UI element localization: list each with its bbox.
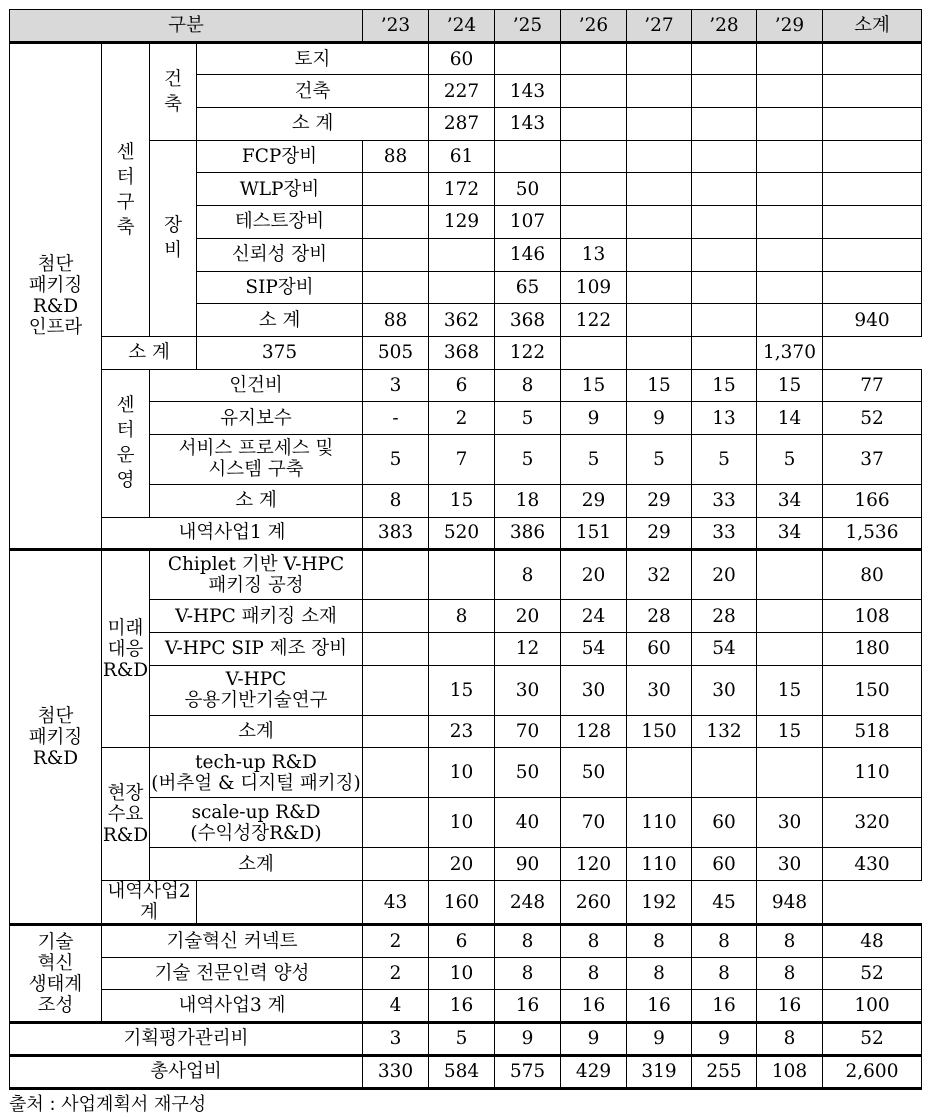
header-subtotal: 소계 [823, 10, 922, 43]
header-year: ’29 [757, 10, 823, 43]
value-cell: 5 [627, 434, 692, 484]
value-cell: 287 [429, 108, 495, 141]
subtotal-cell: 52 [823, 1023, 922, 1056]
value-cell: 10 [429, 798, 495, 848]
value-cell [692, 748, 757, 798]
row-label: SIP장비 [197, 271, 363, 304]
value-cell [692, 336, 757, 369]
value-cell: 34 [757, 484, 823, 517]
value-cell: 50 [495, 748, 561, 798]
value-cell [363, 600, 429, 633]
value-cell: 16 [627, 990, 692, 1023]
value-cell [363, 633, 429, 666]
value-cell: 33 [692, 484, 757, 517]
row-label: 기술혁신 커넥트 [102, 925, 363, 958]
value-cell [561, 173, 627, 206]
value-cell: 192 [627, 881, 692, 925]
value-cell: 122 [495, 336, 561, 369]
value-cell: 20 [692, 550, 757, 600]
value-cell [429, 271, 495, 304]
value-cell: 8 [495, 957, 561, 990]
value-cell: 30 [627, 665, 692, 715]
value-cell: 8 [429, 600, 495, 633]
value-cell [197, 881, 363, 925]
row-label: Chiplet 기반 V-HPC 패키징 공정 [150, 550, 363, 600]
group-label-center-build: 센 터 구 축 [102, 42, 150, 336]
value-cell: 60 [692, 848, 757, 881]
header-year: ’24 [429, 10, 495, 43]
value-cell: 88 [363, 140, 429, 173]
row-label: 건축 [197, 75, 429, 108]
value-cell [495, 140, 561, 173]
value-cell [363, 798, 429, 848]
value-cell: 45 [692, 881, 757, 925]
section-label-infra: 첨단 패키징 R&D 인프라 [10, 42, 102, 550]
value-cell: 60 [429, 42, 495, 75]
value-cell [495, 42, 561, 75]
value-cell: 8 [495, 550, 561, 600]
value-cell [692, 140, 757, 173]
value-cell: 54 [561, 633, 627, 666]
subtotal-cell: 166 [823, 484, 922, 517]
subtotal-cell: 150 [823, 665, 922, 715]
value-cell [561, 206, 627, 239]
value-cell: 5 [495, 434, 561, 484]
value-cell [363, 550, 429, 600]
value-cell: 29 [627, 517, 692, 550]
subtotal-cell: 52 [823, 402, 922, 435]
value-cell: 61 [429, 140, 495, 173]
row-label: 소계 [150, 848, 363, 881]
value-cell: 4 [363, 990, 429, 1023]
subtotal-cell: 1,370 [757, 336, 823, 369]
value-cell: 520 [429, 517, 495, 550]
subtotal-cell: 180 [823, 633, 922, 666]
value-cell [363, 173, 429, 206]
row-label: V-HPC SIP 제조 장비 [150, 633, 363, 666]
value-cell: 33 [692, 517, 757, 550]
value-cell [757, 75, 823, 108]
value-cell: 9 [627, 1023, 692, 1056]
subtotal-cell [823, 140, 922, 173]
row-label: scale-up R&D (수익성장R&D) [150, 798, 363, 848]
value-cell [561, 42, 627, 75]
subtotal-cell [823, 173, 922, 206]
value-cell [627, 140, 692, 173]
value-cell [429, 633, 495, 666]
value-cell: 584 [429, 1055, 495, 1088]
value-cell: - [363, 402, 429, 435]
value-cell: 151 [561, 517, 627, 550]
value-cell: 110 [627, 798, 692, 848]
value-cell: 32 [627, 550, 692, 600]
value-cell: 120 [561, 848, 627, 881]
value-cell [823, 75, 922, 108]
group-label-future: 미래 대응 R&D [102, 550, 150, 748]
value-cell: 386 [495, 517, 561, 550]
value-cell: 5 [495, 402, 561, 435]
value-cell [561, 140, 627, 173]
value-cell: 9 [692, 1023, 757, 1056]
value-cell: 15 [757, 715, 823, 748]
value-cell: 8 [757, 957, 823, 990]
value-cell [627, 336, 692, 369]
value-cell: 30 [757, 798, 823, 848]
row-label: V-HPC 패키징 소재 [150, 600, 363, 633]
value-cell: 8 [627, 925, 692, 958]
row-label: 내역사업1 계 [102, 517, 363, 550]
subtotal-cell: 2,600 [823, 1055, 922, 1088]
value-cell: 248 [495, 881, 561, 925]
value-cell: 13 [561, 238, 627, 271]
value-cell [561, 75, 627, 108]
value-cell [757, 304, 823, 337]
header-year: ’25 [495, 10, 561, 43]
value-cell: 29 [627, 484, 692, 517]
value-cell [757, 173, 823, 206]
value-cell: 16 [757, 990, 823, 1023]
value-cell [757, 550, 823, 600]
row-label: 내역사업3 계 [102, 990, 363, 1023]
value-cell: 50 [495, 173, 561, 206]
value-cell [627, 173, 692, 206]
value-cell: 7 [429, 434, 495, 484]
value-cell: 16 [561, 990, 627, 1023]
row-label: 소 계 [102, 336, 197, 369]
header-year: ’27 [627, 10, 692, 43]
value-cell: 15 [429, 484, 495, 517]
section-label-ecosystem: 기술 혁신 생태계 조성 [10, 925, 102, 1023]
value-cell: 122 [561, 304, 627, 337]
row-label: 서비스 프로세스 및 시스템 구축 [150, 434, 363, 484]
value-cell [363, 715, 429, 748]
value-cell [757, 206, 823, 239]
row-label: tech-up R&D (버추얼 & 디지털 패키징) [150, 748, 363, 798]
row-label: 유지보수 [150, 402, 363, 435]
value-cell: 9 [561, 402, 627, 435]
value-cell [692, 304, 757, 337]
value-cell: 29 [561, 484, 627, 517]
value-cell: 23 [429, 715, 495, 748]
subtotal-cell: 108 [823, 600, 922, 633]
group-label-building: 건 축 [150, 42, 197, 140]
value-cell: 9 [627, 402, 692, 435]
budget-table [9, 9, 922, 1090]
value-cell: 60 [627, 633, 692, 666]
value-cell: 5 [363, 434, 429, 484]
value-cell [627, 42, 692, 75]
value-cell [692, 206, 757, 239]
row-label: 토지 [197, 42, 429, 75]
value-cell: 6 [429, 925, 495, 958]
value-cell: 505 [363, 336, 429, 369]
subtotal-cell [823, 206, 922, 239]
value-cell: 227 [429, 75, 495, 108]
value-cell: 110 [627, 848, 692, 881]
value-cell: 28 [627, 600, 692, 633]
value-cell: 65 [495, 271, 561, 304]
value-cell [363, 238, 429, 271]
value-cell [429, 550, 495, 600]
value-cell: 28 [692, 600, 757, 633]
value-cell: 20 [495, 600, 561, 633]
value-cell [823, 108, 922, 141]
value-cell [757, 42, 823, 75]
value-cell: 10 [429, 957, 495, 990]
value-cell: 319 [627, 1055, 692, 1088]
value-cell: 429 [561, 1055, 627, 1088]
value-cell: 107 [495, 206, 561, 239]
value-cell: 15 [692, 369, 757, 402]
value-cell: 383 [363, 517, 429, 550]
source-note: 출처 : 사업계획서 재구성 [9, 1094, 207, 1115]
value-cell: 70 [561, 798, 627, 848]
value-cell: 5 [561, 434, 627, 484]
value-cell: 172 [429, 173, 495, 206]
group-label-field: 현장 수요 R&D [102, 748, 150, 881]
subtotal-cell [823, 271, 922, 304]
value-cell: 8 [363, 484, 429, 517]
row-label: 테스트장비 [197, 206, 363, 239]
value-cell: 9 [495, 1023, 561, 1056]
value-cell [757, 108, 823, 141]
value-cell: 43 [363, 881, 429, 925]
value-cell: 260 [561, 881, 627, 925]
value-cell [561, 108, 627, 141]
value-cell: 8 [692, 957, 757, 990]
value-cell: 15 [561, 369, 627, 402]
value-cell: 8 [692, 925, 757, 958]
subtotal-cell [823, 238, 922, 271]
value-cell: 30 [692, 665, 757, 715]
value-cell: 18 [495, 484, 561, 517]
value-cell [561, 336, 627, 369]
subtotal-cell: 52 [823, 957, 922, 990]
header-year: ’23 [363, 10, 429, 43]
value-cell: 88 [363, 304, 429, 337]
row-label: 기획평가관리비 [10, 1023, 363, 1056]
value-cell [627, 271, 692, 304]
value-cell [363, 848, 429, 881]
subtotal-cell: 518 [823, 715, 922, 748]
value-cell: 15 [757, 665, 823, 715]
row-label: 소 계 [197, 108, 429, 141]
value-cell [692, 108, 757, 141]
value-cell: 10 [429, 748, 495, 798]
subtotal-cell: 77 [823, 369, 922, 402]
value-cell: 575 [495, 1055, 561, 1088]
value-cell: 30 [561, 665, 627, 715]
value-cell: 160 [429, 881, 495, 925]
value-cell: 109 [561, 271, 627, 304]
value-cell: 330 [363, 1055, 429, 1088]
value-cell [363, 665, 429, 715]
value-cell: 2 [429, 402, 495, 435]
value-cell: 70 [495, 715, 561, 748]
value-cell: 60 [692, 798, 757, 848]
value-cell: 5 [692, 434, 757, 484]
value-cell: 150 [627, 715, 692, 748]
value-cell [757, 748, 823, 798]
value-cell: 2 [363, 957, 429, 990]
header-year: ’26 [561, 10, 627, 43]
value-cell [692, 75, 757, 108]
value-cell: 132 [692, 715, 757, 748]
value-cell: 40 [495, 798, 561, 848]
value-cell: 15 [627, 369, 692, 402]
value-cell: 16 [495, 990, 561, 1023]
value-cell: 15 [757, 369, 823, 402]
value-cell: 54 [692, 633, 757, 666]
row-label: V-HPC 응용기반기술연구 [150, 665, 363, 715]
value-cell [692, 173, 757, 206]
value-cell: 375 [197, 336, 363, 369]
group-label-center-operation: 센 터 운 영 [102, 369, 150, 517]
value-cell: 143 [495, 75, 561, 108]
value-cell: 30 [495, 665, 561, 715]
subtotal-cell: 80 [823, 550, 922, 600]
subtotal-cell: 100 [823, 990, 922, 1023]
value-cell [363, 748, 429, 798]
value-cell: 6 [429, 369, 495, 402]
value-cell [627, 238, 692, 271]
value-cell: 12 [495, 633, 561, 666]
row-label: 소계 [150, 715, 363, 748]
value-cell: 90 [495, 848, 561, 881]
value-cell: 16 [429, 990, 495, 1023]
row-label: 총사업비 [10, 1055, 363, 1088]
value-cell: 362 [429, 304, 495, 337]
value-cell: 20 [561, 550, 627, 600]
value-cell [692, 238, 757, 271]
subtotal-cell: 430 [823, 848, 922, 881]
subtotal-cell: 37 [823, 434, 922, 484]
value-cell: 8 [757, 925, 823, 958]
value-cell: 129 [429, 206, 495, 239]
value-cell: 24 [561, 600, 627, 633]
value-cell [757, 140, 823, 173]
value-cell: 128 [561, 715, 627, 748]
header-year: ’28 [692, 10, 757, 43]
value-cell [757, 238, 823, 271]
value-cell [757, 600, 823, 633]
value-cell: 16 [692, 990, 757, 1023]
value-cell: 8 [561, 925, 627, 958]
value-cell: 2 [363, 925, 429, 958]
row-label: 인건비 [150, 369, 363, 402]
value-cell [627, 75, 692, 108]
value-cell [757, 633, 823, 666]
subtotal-cell: 1,536 [823, 517, 922, 550]
value-cell: 8 [495, 369, 561, 402]
value-cell: 8 [627, 957, 692, 990]
value-cell: 368 [495, 304, 561, 337]
value-cell [823, 42, 922, 75]
value-cell: 8 [495, 925, 561, 958]
subtotal-cell: 110 [823, 748, 922, 798]
value-cell: 5 [429, 1023, 495, 1056]
value-cell [757, 271, 823, 304]
value-cell: 20 [429, 848, 495, 881]
value-cell: 50 [561, 748, 627, 798]
value-cell: 143 [495, 108, 561, 141]
row-label: 내역사업2 계 [102, 881, 197, 925]
value-cell [692, 42, 757, 75]
subtotal-cell: 48 [823, 925, 922, 958]
subtotal-cell: 320 [823, 798, 922, 848]
subtotal-cell: 940 [823, 304, 922, 337]
value-cell: 3 [363, 369, 429, 402]
value-cell: 108 [757, 1055, 823, 1088]
group-label-equipment: 장 비 [150, 140, 197, 336]
header-row [10, 10, 922, 43]
row-label: 기술 전문인력 양성 [102, 957, 363, 990]
value-cell: 3 [363, 1023, 429, 1056]
value-cell [363, 206, 429, 239]
value-cell: 34 [757, 517, 823, 550]
value-cell: 15 [429, 665, 495, 715]
value-cell: 255 [692, 1055, 757, 1088]
value-cell: 8 [561, 957, 627, 990]
value-cell: 9 [561, 1023, 627, 1056]
value-cell: 5 [757, 434, 823, 484]
value-cell [692, 271, 757, 304]
value-cell [363, 271, 429, 304]
subtotal-cell: 948 [757, 881, 823, 925]
value-cell [627, 206, 692, 239]
value-cell [429, 238, 495, 271]
value-cell: 13 [692, 402, 757, 435]
value-cell: 8 [757, 1023, 823, 1056]
row-label: WLP장비 [197, 173, 363, 206]
value-cell [627, 304, 692, 337]
header-gubun: 구분 [10, 10, 363, 43]
row-label: 소 계 [197, 304, 363, 337]
row-label: 소 계 [150, 484, 363, 517]
value-cell: 146 [495, 238, 561, 271]
value-cell: 368 [429, 336, 495, 369]
value-cell: 30 [757, 848, 823, 881]
value-cell: 14 [757, 402, 823, 435]
section-label-rnd: 첨단 패키징 R&D [10, 550, 102, 925]
row-label: FCP장비 [197, 140, 363, 173]
value-cell [627, 108, 692, 141]
row-label: 신뢰성 장비 [197, 238, 363, 271]
value-cell [627, 748, 692, 798]
